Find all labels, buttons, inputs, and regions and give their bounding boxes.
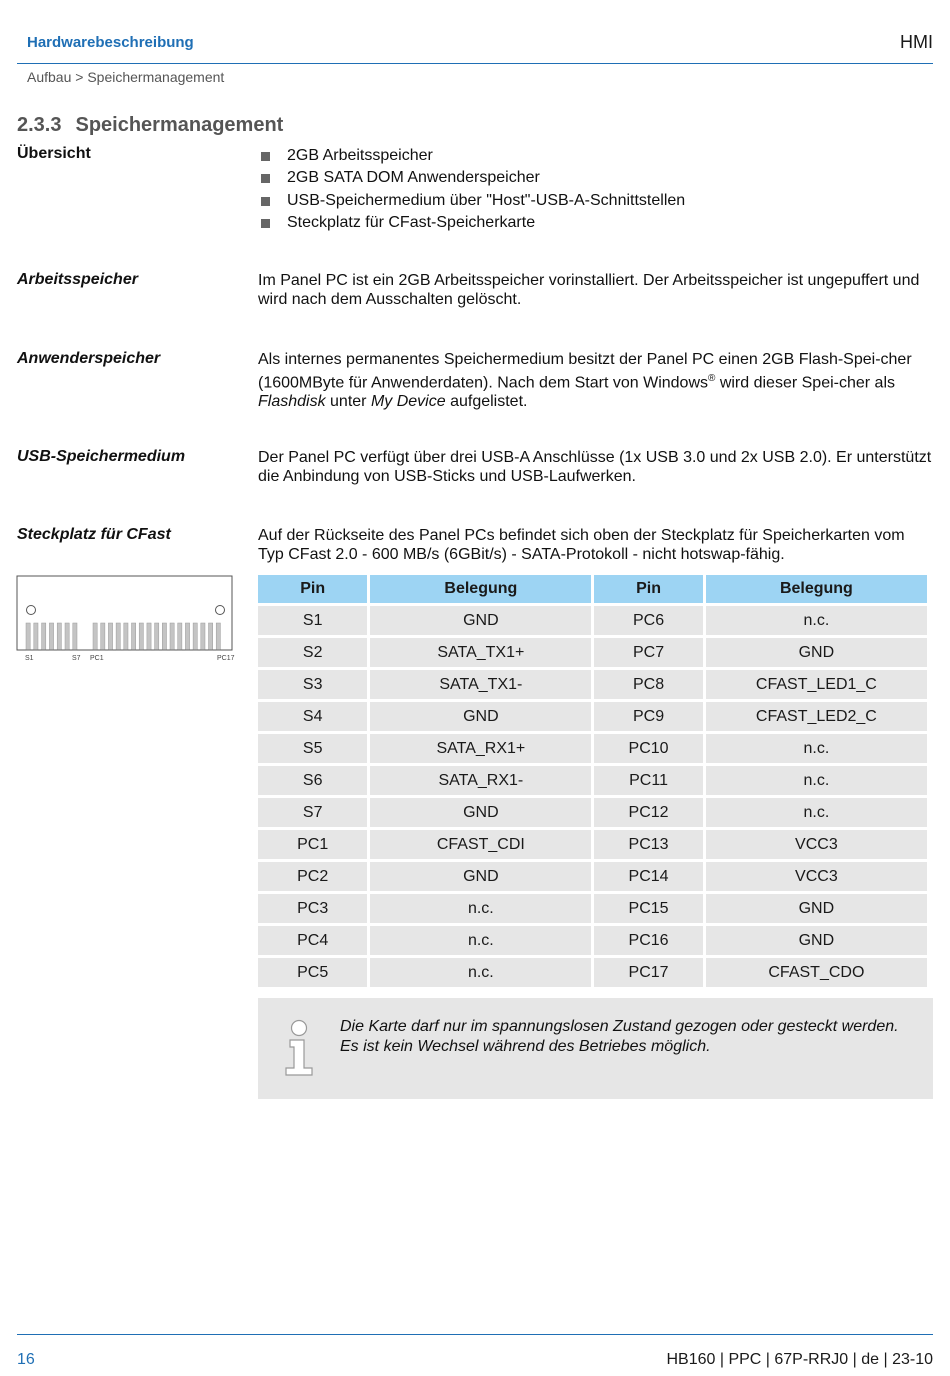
list-item-text: 2GB Arbeitsspeicher — [287, 147, 433, 164]
note-text: Die Karte darf nur im spannungslosen Zustand gezogen oder gesteckt werden. Es ist kein Wechsel während des Betriebes möglich. — [340, 1018, 899, 1055]
pin-cell: PC6 — [594, 606, 702, 635]
sata-contact-pin — [73, 623, 77, 650]
pc-contact-pin — [193, 623, 197, 650]
pc-contact-pin — [201, 623, 205, 650]
userstore-text-a: Als internes permanentes Speichermedium besitzt der Panel PC einen 2GB Flash-Spei-cher (1600MByte für Anwenderdaten). Nach dem Start von Windows — [258, 351, 912, 392]
table-row — [258, 830, 927, 859]
info-note — [258, 998, 933, 1099]
pc-contact-pin — [132, 623, 136, 650]
sata-contact-pin — [42, 623, 46, 650]
cfast-label: Steckplatz für CFast — [17, 526, 171, 543]
list-item — [258, 190, 685, 212]
header-product: HMI — [900, 32, 933, 52]
pin-cell: S2 — [258, 638, 367, 667]
usb-label: USB-Speichermedium — [17, 448, 186, 465]
assignment-cell: n.c. — [370, 894, 591, 923]
pin-cell: PC4 — [258, 926, 367, 955]
assignment-cell: VCC3 — [706, 830, 927, 859]
pc-contact-pin — [139, 623, 143, 650]
table-row — [258, 766, 927, 795]
assignment-cell: n.c. — [370, 926, 591, 955]
table-row — [258, 894, 927, 923]
assignment-cell: CFAST_CDI — [370, 830, 591, 859]
pin-cell: PC2 — [258, 862, 367, 891]
pc-contact-pin — [209, 623, 213, 650]
label-s7: S7 — [72, 655, 81, 662]
list-item — [258, 212, 685, 234]
sata-contact-pin — [26, 623, 30, 650]
assignment-cell: GND — [370, 702, 591, 731]
bullet-square-icon — [261, 219, 270, 228]
list-item-text: USB-Speichermedium über "Host"-USB-A-Schnittstellen — [287, 191, 686, 209]
sata-contact-pin — [34, 623, 38, 650]
assignment-cell: GND — [706, 638, 927, 667]
assignment-cell: GND — [370, 862, 591, 891]
pc-contact-pin — [155, 623, 159, 650]
column-header-assignment: Belegung — [370, 575, 591, 603]
pc-contact-pin — [216, 623, 220, 650]
pin-cell: PC10 — [594, 734, 702, 763]
pin-cell: S7 — [258, 798, 367, 827]
pin-cell: PC17 — [594, 958, 702, 987]
pin-cell: S1 — [258, 606, 367, 635]
pin-cell: S3 — [258, 670, 367, 699]
bullet-square-icon — [261, 152, 270, 161]
footer-divider — [17, 1334, 933, 1335]
pin-cell: PC5 — [258, 958, 367, 987]
table-row — [258, 958, 927, 987]
bullet-square-icon — [261, 197, 270, 206]
cfast-connector-diagram — [16, 575, 238, 667]
registered-mark: ® — [708, 373, 716, 384]
pc-pin-group — [93, 623, 220, 650]
pc-contact-pin — [93, 623, 97, 650]
ram-label: Arbeitsspeicher — [17, 271, 138, 288]
flashdisk-term: Flashdisk — [258, 393, 326, 411]
table-row — [258, 638, 927, 667]
table-header-row — [258, 575, 927, 603]
pin-cell: PC1 — [258, 830, 367, 859]
list-item-text: Steckplatz für CFast-Speicherkarte — [287, 213, 536, 231]
info-icon — [283, 1018, 317, 1076]
pc-contact-pin — [108, 623, 112, 650]
sata-contact-pin — [49, 623, 53, 650]
assignment-cell: n.c. — [706, 734, 927, 763]
bullet-square-icon — [261, 174, 270, 183]
table-row — [258, 798, 927, 827]
pin-cell: PC14 — [594, 862, 702, 891]
pin-cell: PC3 — [258, 894, 367, 923]
pc-contact-pin — [101, 623, 105, 650]
sata-contact-pin — [57, 623, 61, 650]
sata-contact-pin — [65, 623, 69, 650]
pin-cell: PC15 — [594, 894, 702, 923]
breadcrumb: Aufbau > Speichermanagement — [27, 69, 225, 85]
list-item-text: 2GB SATA DOM Anwenderspeicher — [287, 169, 540, 187]
pc-contact-pin — [124, 623, 128, 650]
mounting-hole-left — [27, 606, 36, 615]
pin-cell: PC8 — [594, 670, 702, 699]
document-id: HB160 | PPC | 67P-RRJ0 | de | 23-10 — [666, 1351, 933, 1368]
table-row — [258, 606, 927, 635]
header-title: Hardwarebeschreibung — [27, 34, 194, 51]
pc-contact-pin — [116, 623, 120, 650]
column-header-pin: Pin — [258, 575, 367, 603]
page-number: 16 — [17, 1351, 35, 1368]
mounting-hole-right — [216, 606, 225, 615]
userstore-text-b: wird dieser Spei-cher als — [715, 374, 895, 392]
section-heading: Speichermanagement — [75, 114, 284, 136]
userstore-text-d: aufgelistet. — [445, 393, 528, 411]
mydevice-term: My Device — [370, 393, 446, 411]
assignment-cell: CFAST_CDO — [706, 958, 927, 987]
label-s1: S1 — [25, 655, 34, 662]
pc-contact-pin — [170, 623, 174, 650]
assignment-cell: n.c. — [706, 606, 927, 635]
pin-cell: PC7 — [594, 638, 702, 667]
assignment-cell: CFAST_LED2_C — [706, 702, 927, 731]
label-pc17: PC17 — [217, 655, 235, 662]
assignment-cell: n.c. — [706, 798, 927, 827]
pin-cell: PC13 — [594, 830, 702, 859]
header-divider — [17, 63, 933, 64]
table-row — [258, 670, 927, 699]
userstore-label: Anwenderspeicher — [17, 350, 161, 367]
list-item — [258, 145, 685, 167]
ram-text: Im Panel PC ist ein 2GB Arbeitsspeicher vorinstalliert. Der Arbeitsspeicher ist ungepuffert und wird nach dem Ausschalten gelöscht. — [258, 272, 920, 308]
pin-cell: S5 — [258, 734, 367, 763]
assignment-cell: SATA_TX1- — [370, 670, 591, 699]
userstore-text — [258, 350, 932, 411]
pin-cell: S4 — [258, 702, 367, 731]
usb-text: Der Panel PC verfügt über drei USB-A Anschlüsse (1x USB 3.0 und 2x USB 2.0). Er unterstützt die Anbindung von USB-Sticks und USB-Laufwerken. — [258, 449, 932, 485]
userstore-text-c: unter — [325, 393, 371, 411]
table-row — [258, 734, 927, 763]
assignment-cell: SATA_RX1+ — [370, 734, 591, 763]
cfast-text: Auf der Rückseite des Panel PCs befindet sich oben der Steckplatz für Speicherkarten vom Typ CFast 2.0 - 600 MB/s (6GBit/s) - SATA-Protokoll - nicht hotswap-fähig. — [258, 527, 905, 563]
pc-contact-pin — [185, 623, 189, 650]
pin-cell: PC9 — [594, 702, 702, 731]
assignment-cell: GND — [706, 894, 927, 923]
assignment-cell: SATA_RX1- — [370, 766, 591, 795]
table-row — [258, 862, 927, 891]
overview-label: Übersicht — [17, 145, 91, 162]
pc-contact-pin — [147, 623, 151, 650]
assignment-cell: n.c. — [370, 958, 591, 987]
table-row — [258, 702, 927, 731]
assignment-cell: n.c. — [706, 766, 927, 795]
sata-pin-group — [26, 623, 77, 650]
assignment-cell: VCC3 — [706, 862, 927, 891]
section-title — [17, 114, 283, 137]
assignment-cell: CFAST_LED1_C — [706, 670, 927, 699]
overview-list — [258, 145, 685, 234]
assignment-cell: GND — [370, 606, 591, 635]
column-header-assignment: Belegung — [706, 575, 927, 603]
table-row — [258, 926, 927, 955]
pin-cell: PC11 — [594, 766, 702, 795]
assignment-cell: SATA_TX1+ — [370, 638, 591, 667]
pc-contact-pin — [178, 623, 182, 650]
list-item — [258, 167, 685, 189]
pc-contact-pin — [162, 623, 166, 650]
label-pc1: PC1 — [90, 655, 104, 662]
pin-cell: PC16 — [594, 926, 702, 955]
assignment-cell: GND — [370, 798, 591, 827]
pin-cell: S6 — [258, 766, 367, 795]
pin-assignment-table — [255, 572, 930, 990]
assignment-cell: GND — [706, 926, 927, 955]
section-number: 2.3.3 — [17, 114, 62, 136]
pin-cell: PC12 — [594, 798, 702, 827]
column-header-pin: Pin — [594, 575, 702, 603]
